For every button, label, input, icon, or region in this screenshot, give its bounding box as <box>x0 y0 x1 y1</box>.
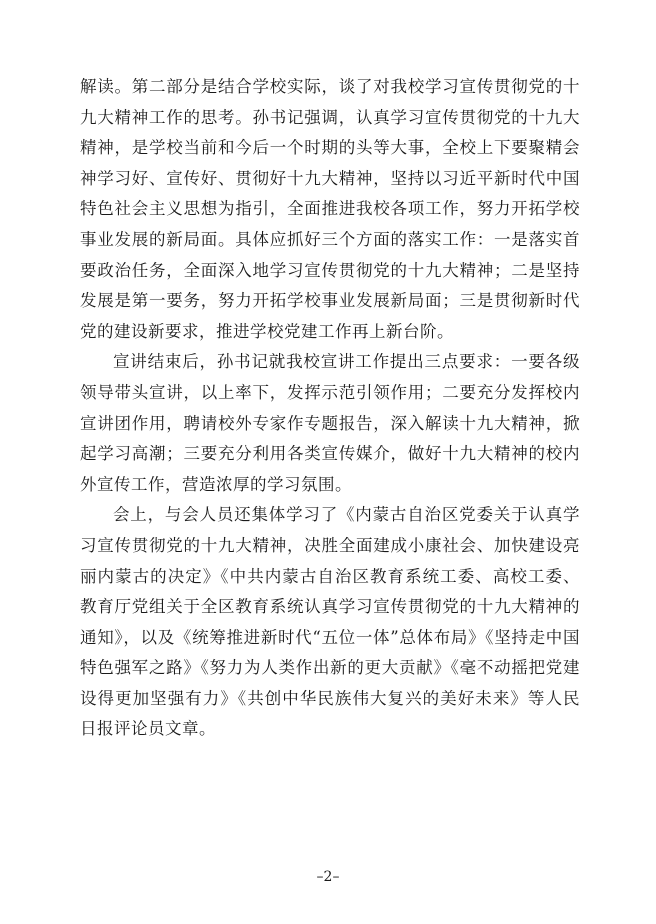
paragraph-2: 宣讲结束后，孙书记就我校宣讲工作提出三点要求：一要各级领导带头宣讲，以上率下，发挥示范引领作用；二要充分发挥校内宣讲团作用，聘请校外专家作专题报告，深入解读十九大精神，掀起学习高潮；三要充分利用各类宣传媒介，做好十九大精神的校内外宣传工作，营造浓厚的学习氛围。 <box>80 352 580 494</box>
paragraph-1: 解读。第二部分是结合学校实际，谈了对我校学习宣传贯彻党的十九大精神工作的思考。孙书记强调，认真学习宣传贯彻党的十九大精神，是学校当前和今后一个时期的头等大事，全校上下要聚精会神学习好、宣传好、贯彻好十九大精神，坚持以习近平新时代中国特色社会主义思想为指引，全面推进我校各项工作，努力开拓学校事业发展的新局面。具体应抓好三个方面的落实工作：一是落实首要政治任务，全面深入地学习宣传贯彻党的十九大精神；二是坚持发展是第一要务，努力开拓学校事业发展新局面；三是贯彻新时代党的建设新要求，推进学校党建工作再上新台阶。 <box>80 77 580 341</box>
page-number: –2– <box>316 869 340 885</box>
document-body <box>80 72 580 745</box>
paragraph-3: 会上，与会人员还集体学习了《内蒙古自治区党委关于认真学习宣传贯彻党的十九大精神，决胜全面建成小康社会、加快建设亮丽内蒙古的决定》《中共内蒙古自治区教育系统工委、高校工委、教育厅党组关于全区教育系统认真学习宣传贯彻党的十九大精神的通知》，以及《统筹推进新时代“五位一体”总体布局》《坚持走中国特色强军之路》《努力为人类作出新的更大贡献》《毫不动摇把党建设得更加坚强有力》《共创中华民族伟大复兴的美好未来》等人民日报评论员文章。 <box>80 505 580 739</box>
